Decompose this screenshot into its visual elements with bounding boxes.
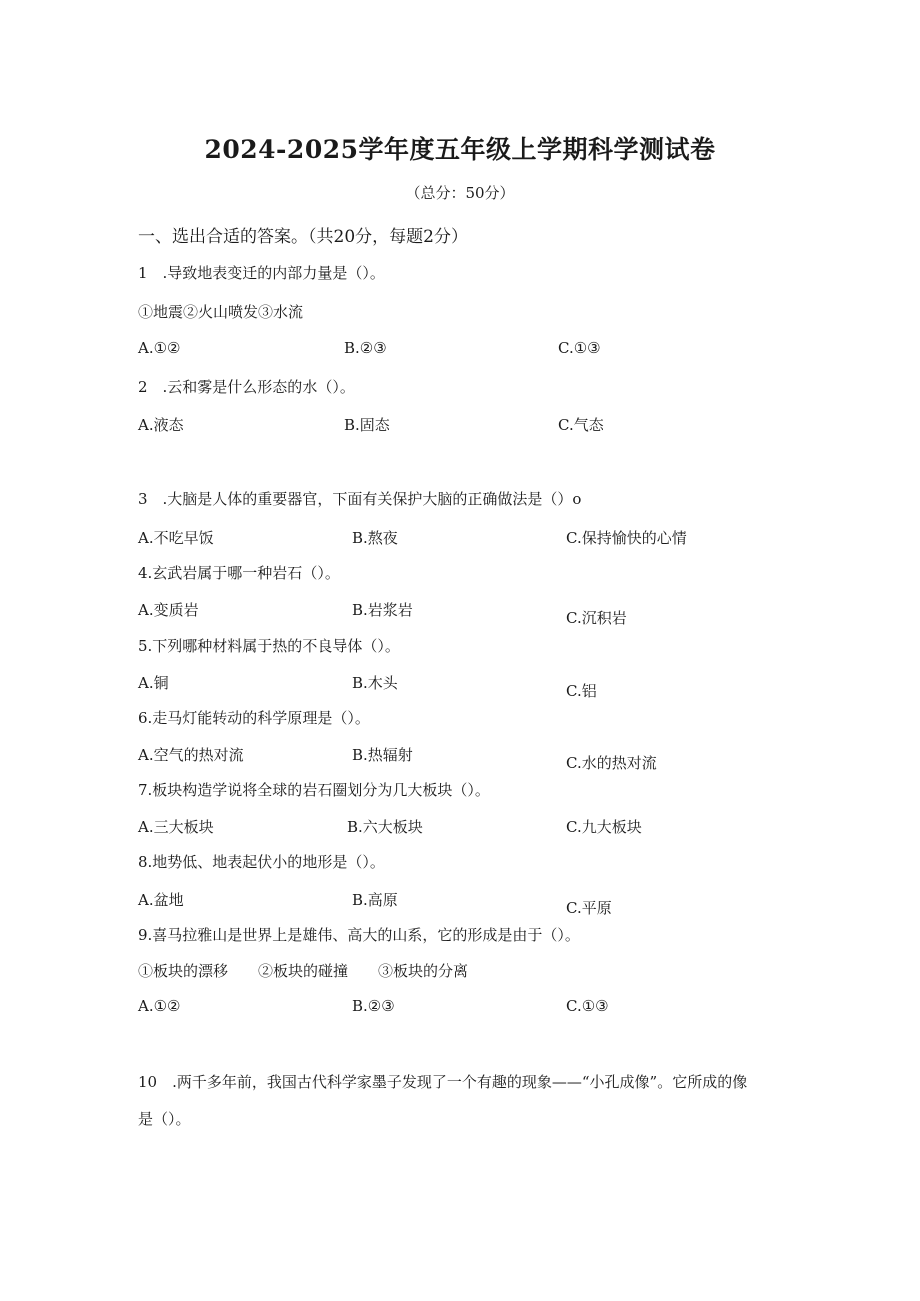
option-a: A.盆地 <box>138 891 184 909</box>
question-stem: 3 .大脑是人体的重要器官，下面有关保护大脑的正确做法是（）o <box>138 490 582 508</box>
option-b: B.②③ <box>344 339 387 357</box>
question-stem: 10 .两千多年前，我国古代科学家墨子发现了一个有趣的现象——“小孔成像”。它所成的像 <box>138 1073 748 1091</box>
option-a: A.不吃早饭 <box>138 529 214 547</box>
option-a: A.变质岩 <box>138 601 199 619</box>
option-b: B.②③ <box>352 997 395 1015</box>
option-b: B.熬夜 <box>352 529 398 547</box>
question-stem-continuation: 是（）。 <box>138 1110 191 1128</box>
option-c: C.水的热对流 <box>566 754 657 772</box>
option-b: B.高原 <box>352 891 398 909</box>
option-a: A.铜 <box>138 674 169 692</box>
option-b: B.岩浆岩 <box>352 601 413 619</box>
question-stem: 1 .导致地表变迁的内部力量是（）。 <box>138 264 385 282</box>
question-stem: 6.走马灯能转动的科学原理是（）。 <box>138 709 370 727</box>
question-stem: 7.板块构造学说将全球的岩石圈划分为几大板块（）。 <box>138 781 490 799</box>
question-stem: 9.喜马拉雅山是世界上是雄伟、高大的山系，它的形成是由于（）。 <box>138 926 580 944</box>
option-a: A.液态 <box>138 416 184 434</box>
question-stem: 4.玄武岩属于哪一种岩石（）。 <box>138 564 340 582</box>
option-b: B.木头 <box>352 674 398 692</box>
page-title: 2024-2025学年度五年级上学期科学测试卷 <box>204 135 716 164</box>
option-c: C.气态 <box>558 416 604 434</box>
question-extra: ①板块的漂移 ②板块的碰撞 ③板块的分离 <box>138 962 469 980</box>
question-stem: 8.地势低、地表起伏小的地形是（）。 <box>138 853 385 871</box>
option-c: C.铝 <box>566 682 597 700</box>
option-c: C.沉积岩 <box>566 609 627 627</box>
page-subtitle: （总分：50分） <box>405 184 515 202</box>
option-b: B.热辐射 <box>352 746 413 764</box>
option-c: C.平原 <box>566 899 612 917</box>
question-stem: 5.下列哪种材料属于热的不良导体（）。 <box>138 637 400 655</box>
option-a: A.①② <box>138 997 181 1015</box>
option-b: B.六大板块 <box>347 818 423 836</box>
option-c: C.九大板块 <box>566 818 642 836</box>
option-c: C.保持愉快的心情 <box>566 529 687 547</box>
option-c: C.①③ <box>566 997 609 1015</box>
option-a: A.三大板块 <box>138 818 214 836</box>
section-heading: 一、选出合适的答案。（共20分，每题2分） <box>138 227 468 247</box>
option-a: A.①② <box>138 339 181 357</box>
question-extra: ①地震②火山喷发③水流 <box>138 303 304 321</box>
option-b: B.固态 <box>344 416 390 434</box>
option-a: A.空气的热对流 <box>138 746 244 764</box>
option-c: C.①③ <box>558 339 601 357</box>
question-stem: 2 .云和雾是什么形态的水（）。 <box>138 378 355 396</box>
